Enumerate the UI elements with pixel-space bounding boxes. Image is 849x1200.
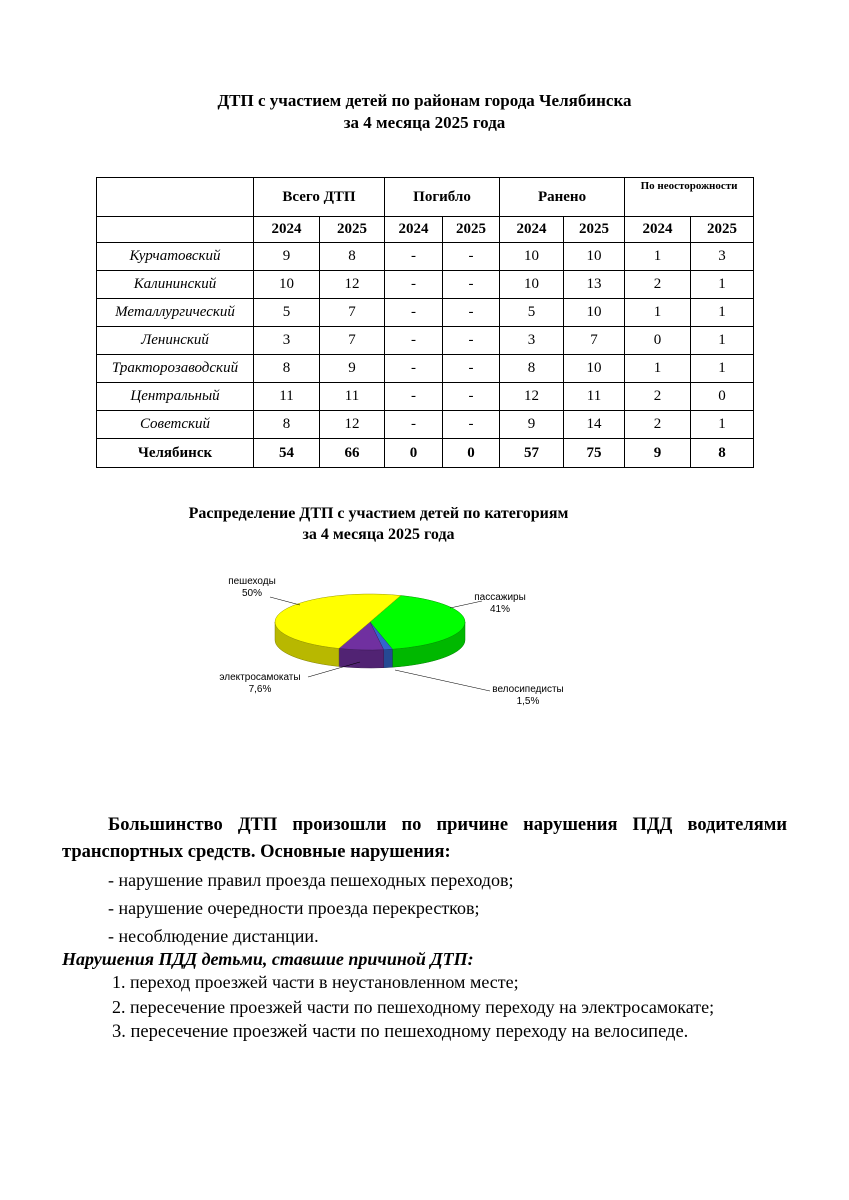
table-cell: 1: [625, 243, 691, 271]
year-header: 2025: [443, 217, 500, 243]
year-header: 2024: [625, 217, 691, 243]
district-name: Курчатовский: [97, 243, 254, 271]
group-header: Погибло: [385, 178, 500, 217]
table-cell: 11: [254, 383, 320, 411]
list-item: - нарушение правил проезда пешеходных переходов;: [108, 870, 514, 890]
table-cell: 5: [500, 299, 564, 327]
table-cell: 3: [254, 327, 320, 355]
total-label: Челябинск: [97, 439, 254, 468]
table-row-total: [97, 439, 754, 468]
table-cell: -: [385, 299, 443, 327]
table-cell: -: [385, 383, 443, 411]
table-cell: 10: [564, 355, 625, 383]
table-cell: -: [443, 299, 500, 327]
pie-label-name: пешеходы: [228, 576, 276, 587]
violations-paragraph: Большинство ДТП произошли по причине нарушения ПДД водителями транспортных средств. Основные нарушения:: [62, 815, 787, 862]
pie-label-name: электросамокаты: [219, 672, 301, 683]
group-header: По неосторожности: [625, 178, 754, 217]
table-cell: -: [385, 355, 443, 383]
group-header: Всего ДТП: [254, 178, 385, 217]
table-cell: -: [385, 327, 443, 355]
table-cell: -: [443, 383, 500, 411]
table-cell: 8: [500, 355, 564, 383]
table-row: [97, 411, 754, 439]
year-header: 2024: [500, 217, 564, 243]
table-cell: 13: [564, 271, 625, 299]
table-cell: 1: [691, 411, 754, 439]
table-cell: -: [443, 411, 500, 439]
table-cell: 7: [564, 327, 625, 355]
table-cell: 1: [691, 271, 754, 299]
total-cell: 0: [443, 439, 500, 468]
district-name: Металлургический: [97, 299, 254, 327]
table-cell: 2: [625, 383, 691, 411]
table-cell: 10: [500, 243, 564, 271]
table-cell: 5: [254, 299, 320, 327]
document-title: [0, 90, 849, 134]
category-pie-chart: [200, 570, 580, 720]
district-name: Центральный: [97, 383, 254, 411]
table-cell: -: [385, 411, 443, 439]
district-name: Калининский: [97, 271, 254, 299]
pie-label-name: пассажиры: [474, 592, 526, 603]
table-body: [97, 243, 754, 439]
year-header: 2024: [385, 217, 443, 243]
total-cell: 66: [320, 439, 385, 468]
pie-top: [275, 594, 465, 650]
title-line-2: за 4 месяца 2025 года: [343, 113, 506, 132]
district-name: Ленинский: [97, 327, 254, 355]
driver-violations-list: [108, 866, 513, 950]
table-cell: 10: [500, 271, 564, 299]
table-cell: 1: [625, 299, 691, 327]
year-header: 2025: [691, 217, 754, 243]
table-cell: 2: [625, 271, 691, 299]
table-cell: 0: [691, 383, 754, 411]
pie-label-value: 1,5%: [516, 696, 540, 707]
pie-slice-side: [384, 649, 393, 668]
chart-title-line-2: за 4 месяца 2025 года: [302, 526, 455, 543]
child-violations-heading: Нарушения ПДД детьми, ставшие причиной ДТП:: [62, 949, 474, 969]
total-cell: 0: [385, 439, 443, 468]
table-cell: -: [443, 243, 500, 271]
table-row: [97, 243, 754, 271]
table-cell: 12: [320, 411, 385, 439]
table-cell: 1: [691, 299, 754, 327]
table-cell: 3: [691, 243, 754, 271]
table-cell: 9: [254, 243, 320, 271]
table-cell: 8: [320, 243, 385, 271]
title-line-1: ДТП с участием детей по районам города Челябинска: [217, 91, 632, 110]
header-empty-cell: [97, 217, 254, 243]
table-cell: 1: [625, 355, 691, 383]
group-header: Ранено: [500, 178, 625, 217]
table-cell: 11: [564, 383, 625, 411]
pie-slice-side: [339, 648, 384, 668]
list-item: - нарушение очередности проезда перекрестков;: [108, 898, 480, 918]
district-name: Советский: [97, 411, 254, 439]
district-name: Тракторозаводский: [97, 355, 254, 383]
table-cell: 10: [564, 243, 625, 271]
year-header: 2025: [564, 217, 625, 243]
table-cell: 1: [691, 355, 754, 383]
table-row: [97, 355, 754, 383]
chart-title: [0, 503, 757, 545]
table-cell: 9: [320, 355, 385, 383]
total-cell: 8: [691, 439, 754, 468]
table-cell: 11: [320, 383, 385, 411]
chart-title-line-1: Распределение ДТП с участием детей по категориям: [188, 505, 569, 522]
year-header: 2025: [320, 217, 385, 243]
pie-label-value: 50%: [241, 588, 263, 599]
table-cell: 7: [320, 299, 385, 327]
total-cell: 57: [500, 439, 564, 468]
total-cell: 75: [564, 439, 625, 468]
table-cell: -: [443, 271, 500, 299]
table-cell: -: [385, 243, 443, 271]
table-cell: -: [385, 271, 443, 299]
table-cell: 7: [320, 327, 385, 355]
list-item: - несоблюдение дистанции.: [108, 926, 319, 946]
child-violations-list: [112, 970, 714, 1045]
pie-leader-line: [395, 670, 490, 691]
header-empty-cell: [97, 178, 254, 217]
pie-label-name: велосипедисты: [492, 684, 564, 695]
table-cell: 0: [625, 327, 691, 355]
total-cell: 54: [254, 439, 320, 468]
list-item: 2. пересечение проезжей части по пешеходному переходу на электросамокате;: [112, 997, 715, 1017]
table-cell: -: [443, 327, 500, 355]
table-row: [97, 383, 754, 411]
district-stats-table: [96, 177, 754, 468]
pie-label-value: 41%: [489, 604, 511, 615]
table-cell: 8: [254, 355, 320, 383]
year-header: 2024: [254, 217, 320, 243]
pie-leader-line: [270, 597, 300, 605]
table-cell: 12: [500, 383, 564, 411]
list-item: 1. переход проезжей части в неустановленном месте;: [112, 972, 519, 992]
table-cell: 10: [564, 299, 625, 327]
table-cell: -: [443, 355, 500, 383]
table-row: [97, 327, 754, 355]
table-cell: 3: [500, 327, 564, 355]
table-cell: 14: [564, 411, 625, 439]
total-cell: 9: [625, 439, 691, 468]
table-cell: 9: [500, 411, 564, 439]
table-cell: 8: [254, 411, 320, 439]
table-cell: 12: [320, 271, 385, 299]
table-cell: 1: [691, 327, 754, 355]
table-cell: 2: [625, 411, 691, 439]
list-item: 3. пересечение проезжей части по пешеходному переходу на велосипеде.: [112, 1022, 689, 1042]
table-cell: 10: [254, 271, 320, 299]
pie-label-value: 7,6%: [248, 684, 272, 695]
table-row: [97, 271, 754, 299]
table-row: [97, 299, 754, 327]
